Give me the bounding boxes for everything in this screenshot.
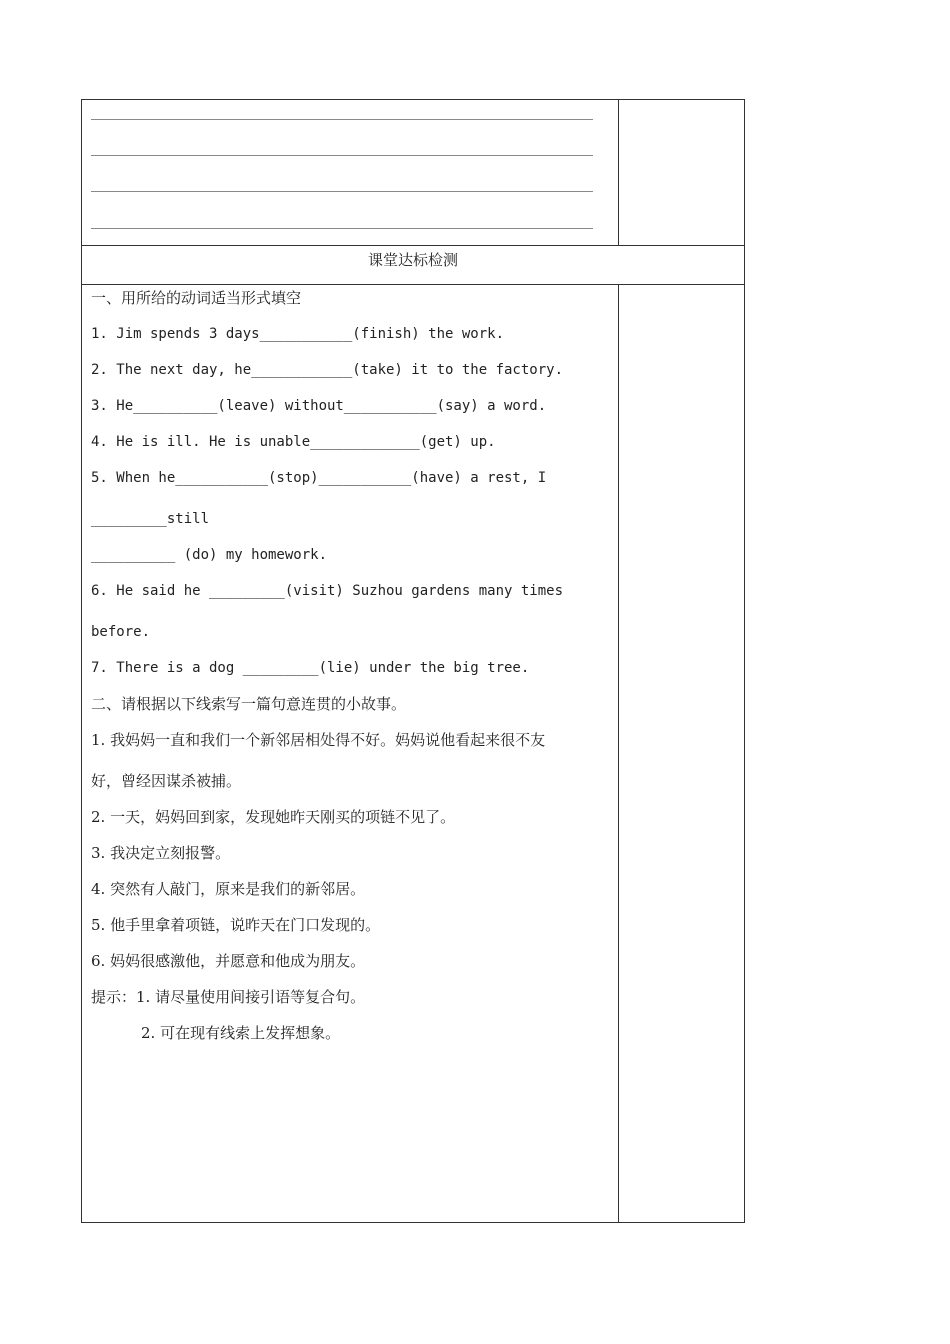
- part2-heading: 二、请根据以下线索写一篇句意连贯的小故事。: [91, 695, 407, 713]
- exercise-item: 7. There is a dog _________(lie) under the big tree.: [91, 660, 530, 676]
- part1-heading: 一、用所给的动词适当形式填空: [91, 289, 302, 307]
- column-divider-top: [618, 99, 619, 246]
- exercise-item: 6. He said he _________(visit) Suzhou gardens many times: [91, 583, 564, 599]
- writing-line: [91, 155, 593, 156]
- story-clue: 1. 我妈妈一直和我们一个新邻居相处得不好。妈妈说他看起来很不友: [91, 731, 546, 749]
- writing-line: [91, 119, 593, 120]
- writing-line: [91, 191, 593, 192]
- exercise-item: 2. The next day, he____________(take) it to the factory.: [91, 362, 564, 378]
- story-clue: 好，曾经因谋杀被捕。: [91, 772, 242, 790]
- hint-line: 提示：1. 请尽量使用间接引语等复合句。: [91, 988, 366, 1006]
- row-divider-2: [81, 284, 745, 285]
- exercise-item: __________ (do) my homework.: [91, 547, 328, 563]
- exercise-item: 1. Jim spends 3 days___________(finish) the work.: [91, 326, 505, 342]
- exercise-item: before.: [91, 624, 151, 640]
- story-clue: 3. 我决定立刻报警。: [91, 844, 231, 862]
- story-clue: 4. 突然有人敲门，原来是我们的新邻居。: [91, 880, 366, 898]
- exercise-item: 5. When he___________(stop)___________(have) a rest, I: [91, 470, 547, 486]
- column-divider-bottom: [618, 284, 619, 1223]
- writing-line: [91, 228, 593, 229]
- story-clue: 2. 一天，妈妈回到家，发现她昨天刚买的项链不见了。: [91, 808, 456, 826]
- exercise-item: 4. He is ill. He is unable_____________(get) up.: [91, 434, 496, 450]
- hint-line: 2. 可在现有线索上发挥想象。: [141, 1024, 341, 1042]
- story-clue: 5. 他手里拿着项链，说昨天在门口发现的。: [91, 916, 381, 934]
- section-title: 课堂达标检测: [367, 251, 458, 269]
- row-divider-1: [81, 245, 745, 246]
- exercise-item: _________still: [91, 511, 210, 527]
- exercise-item: 3. He__________(leave) without___________(say) a word.: [91, 398, 547, 414]
- story-clue: 6. 妈妈很感激他，并愿意和他成为朋友。: [91, 952, 366, 970]
